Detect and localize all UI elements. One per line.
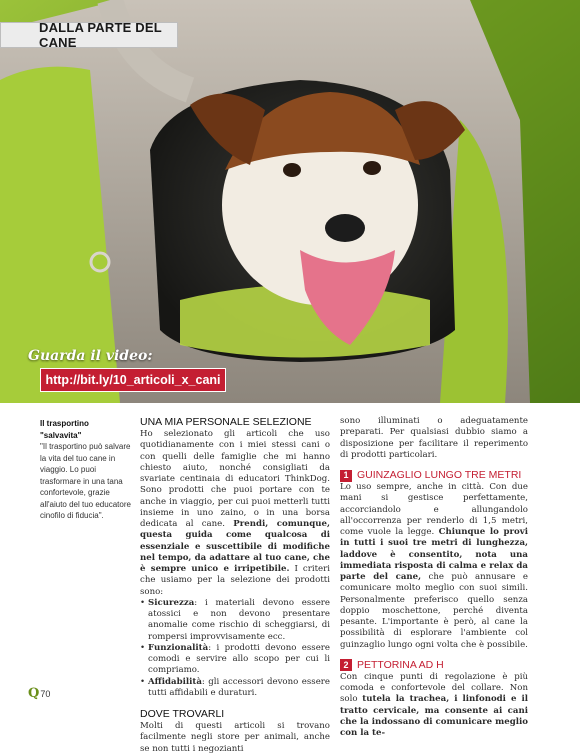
heading-where: DOVE TROVARLI <box>140 708 225 720</box>
section-tag: DALLA PARTE DEL CANE <box>0 22 178 48</box>
number-badge: 2 <box>340 659 352 671</box>
caption-title: Il trasportino "salvavita" <box>40 419 89 440</box>
criteria-list <box>140 598 330 699</box>
photo-caption <box>40 418 132 522</box>
video-link[interactable]: http://bit.ly/10_articoli_x_cani <box>40 368 226 392</box>
list-item: • Affidabilità: gli accessori devono essere tutti affidabili e duraturi. <box>148 677 330 700</box>
caption-text: "Il trasportino può salvare la vita del tuo cane in viaggio. Lo puoi trasformare in una tana confortevole, grazie all'aiuto del tuo educatore cinofilo di fiducia". <box>40 442 131 520</box>
magazine-logo-icon: Q <box>28 686 40 701</box>
number-badge: 1 <box>340 470 352 482</box>
paragraph-continued: sono illuminati o adeguatamente preparati. Per qualsiasi dubbio siamo a disposizione per facilitare il reperimento di prodotti particolari. <box>340 416 528 460</box>
page-number: 70 <box>40 688 51 699</box>
page-folio <box>28 686 50 701</box>
paragraph-where: Molti di questi articoli si trovano facilmente negli store per animali, anche se non tutti i negozianti <box>140 721 330 754</box>
heading-item-1: 1 GUINZAGLIO LUNGO TRE METRI <box>340 469 528 482</box>
paragraph-item-1: Lo uso sempre, anche in città. Con due mani si gestisce perfettamente, accorciandolo e allungandolo all'occorrenza per renderlo di 1,5 metri, come vuole la legge. Chiunque lo provi in tutti i suoi tre metri di lunghezza, laddove è consentito, nota una immediata risposta di calma e relax da parte del cane, che può annusare e comunicare molto meglio con suoi simili. Personalmente preferisco quello senza doppio moschettone, perché diventa pesante. L'importante è però, al cane la possibilità di esplorare l'ambiente col guinzaglio lungo ogni volta che è possibile. <box>340 482 528 650</box>
list-item: • Funzionalità: i prodotti devono essere comodi e servire allo scopo per cui li compriamo. <box>148 643 330 677</box>
paragraph-item-2: Con cinque punti di regolazione è più comoda e confortevole del collare. Non solo tutela la trachea, i linfonodi e il tratto cervicale, ma consente ai cani che la indossano di comunicare meglio con la te- <box>340 671 528 738</box>
video-label: Guarda il video: <box>28 348 153 364</box>
heading-selection: UNA MIA PERSONALE SELEZIONE <box>140 416 312 428</box>
list-item: • Sicurezza: i materiali devono essere atossici e non devono presentare anomalie come rischio di scheggiarsi, di rompersi improvvisamente ecc. <box>148 598 330 643</box>
article-column-1 <box>140 416 330 755</box>
heading-item-2: 2 PETTORINA AD H <box>340 659 528 672</box>
paragraph-selection: Ho selezionato gli articoli che uso quotidianamente con i miei stessi cani o con quelli delle famiglie che mi hanno chiesto aiuto, nonché consigliati da svariate centinaia di educatori ThinkDog. Sono prodotti che puoi portare con te anche in viaggio, per cui puoi metterli tutti insieme in uno zaino, o in una borsa dedicata al cane. Prendi, comunque, questa guida come qualcosa di essenziale e suscettibile di modifiche nel tempo, da adattare al tuo cane, che è sempre unico e irripetibile. I criteri che usiamo per la selezione dei prodotti sono: <box>140 429 330 597</box>
article-column-2 <box>340 416 528 739</box>
